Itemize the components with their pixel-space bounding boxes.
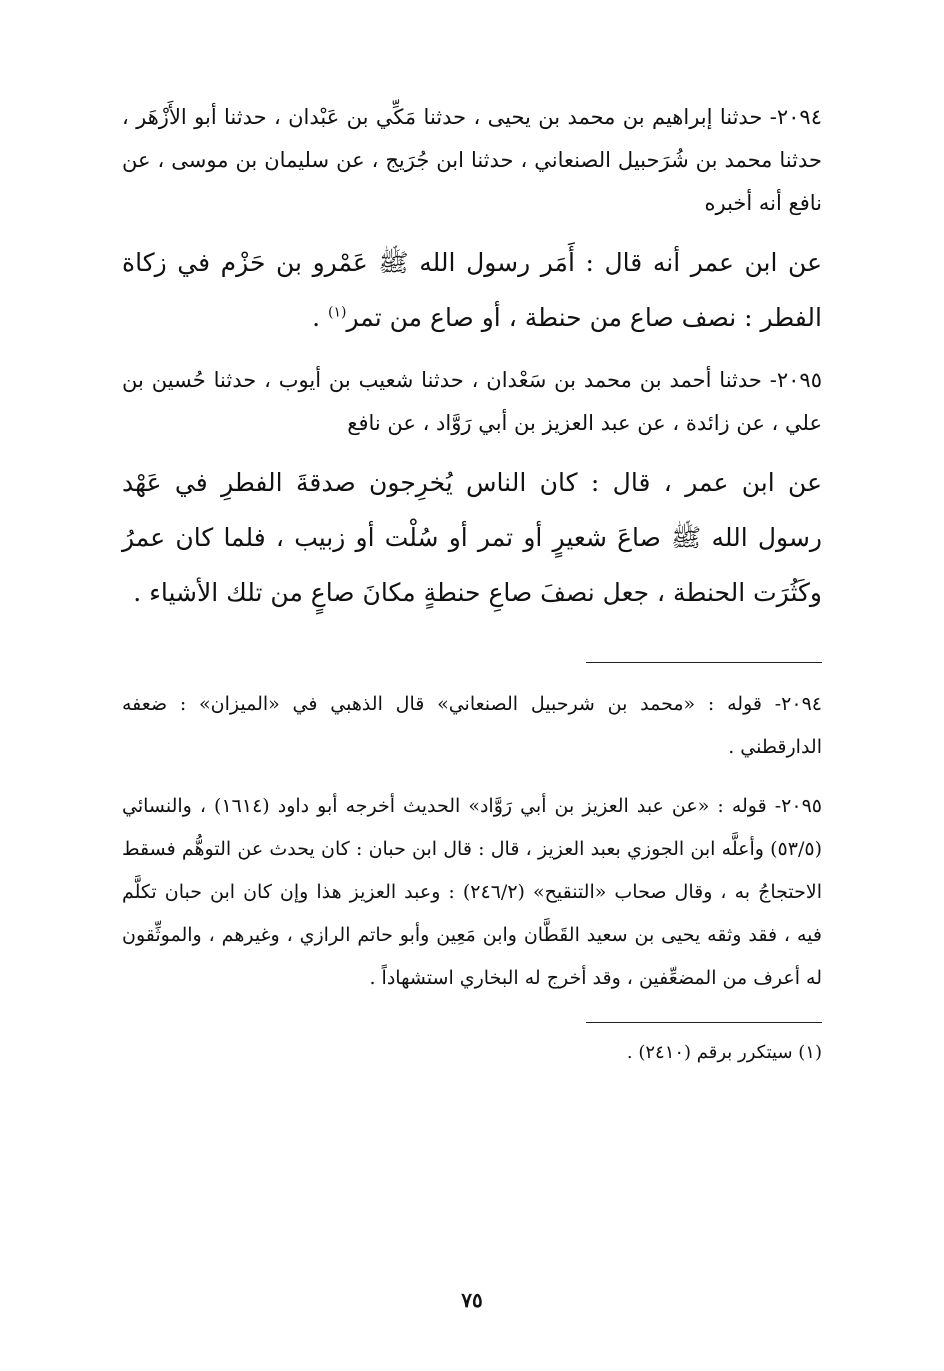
footnote-1: (١) سيتكرر برقم (٢٤١٠) .	[626, 1042, 822, 1063]
hadith-2094-isnad: ٢٠٩٤- حدثنا إبراهيم بن محمد بن يحيى ، حدثنا مَكِّي بن عَبْدان ، حدثنا أبو الأَزْهَر ، حدثنا محمد بن شُرَحبيل الصنعاني ، حدثنا ابن جُرَيج ، عن سليمان بن موسى ، عن نافع أنه أخبره	[122, 105, 822, 215]
hadith-2095-matn: عن ابن عمر ، قال : كان الناس يُخرِجون صدقةَ الفطرِ في عَهْد رسول الله ﷺ صاعَ شعيرٍ أو تمر أو سُلْت أو زبيب ، فلما كان عمرُ وكَثُرَت الحنطة ، جعل نصفَ صاعِ حنطةٍ مكانَ صاعٍ من تلك الأشياء .	[122, 468, 822, 607]
footnote-marker[interactable]: (١)	[328, 304, 347, 321]
page-number: ٧٥	[461, 1288, 483, 1312]
hadith-2094-matn	[122, 235, 822, 345]
page-body	[122, 96, 822, 1071]
commentary-separator	[586, 662, 822, 663]
hadith-2095-isnad: ٢٠٩٥- حدثنا أحمد بن محمد بن سَعْدان ، حدثنا شعيب بن أيوب ، حدثنا حُسين بن علي ، عن زائدة ، عن عبد العزيز بن أبي رَوَّاد ، عن نافع	[122, 368, 822, 435]
commentary-note-2095: ٢٠٩٥- قوله : «عن عبد العزيز بن أبي رَوَّاد» الحديث أخرجه أبو داود (١٦١٤) ، والنسائي (٥٣/٥) وأعلَّه ابن الجوزي بعبد العزيز ، قال : قال ابن حبان : كان يحدث عن التوهُّم فسقط الاحتجاجُ به ، وقال صحاب «التنقيح» (٢٤٦/٢) : وعبد العزيز هذا وإن كان ابن حبان تكلَّم فيه ، فقد وثقه يحيى بن سعيد القَطَّان وابن مَعِين وأبو حاتم الرازي ، وغيرهم ، والموثِّقون له أعرف من المضعِّفين ، وقد أخرج له البخاري استشهاداً .	[122, 795, 822, 989]
hadith-2094-matn-text: عن ابن عمر أنه قال : أَمَر رسول الله ﷺ عَمْرو بن حَزْم في زكاة الفطر : نصف صاع من حنطة ، أو صاع من تمر	[122, 248, 822, 332]
commentary-note-2094: ٢٠٩٤- قوله : «محمد بن شرحبيل الصنعاني» قال الذهبي في «الميزان» : ضعفه الدارقطني .	[122, 693, 822, 758]
hadith-2094-matn-end: .	[312, 303, 329, 332]
footnote-separator	[586, 1022, 822, 1023]
